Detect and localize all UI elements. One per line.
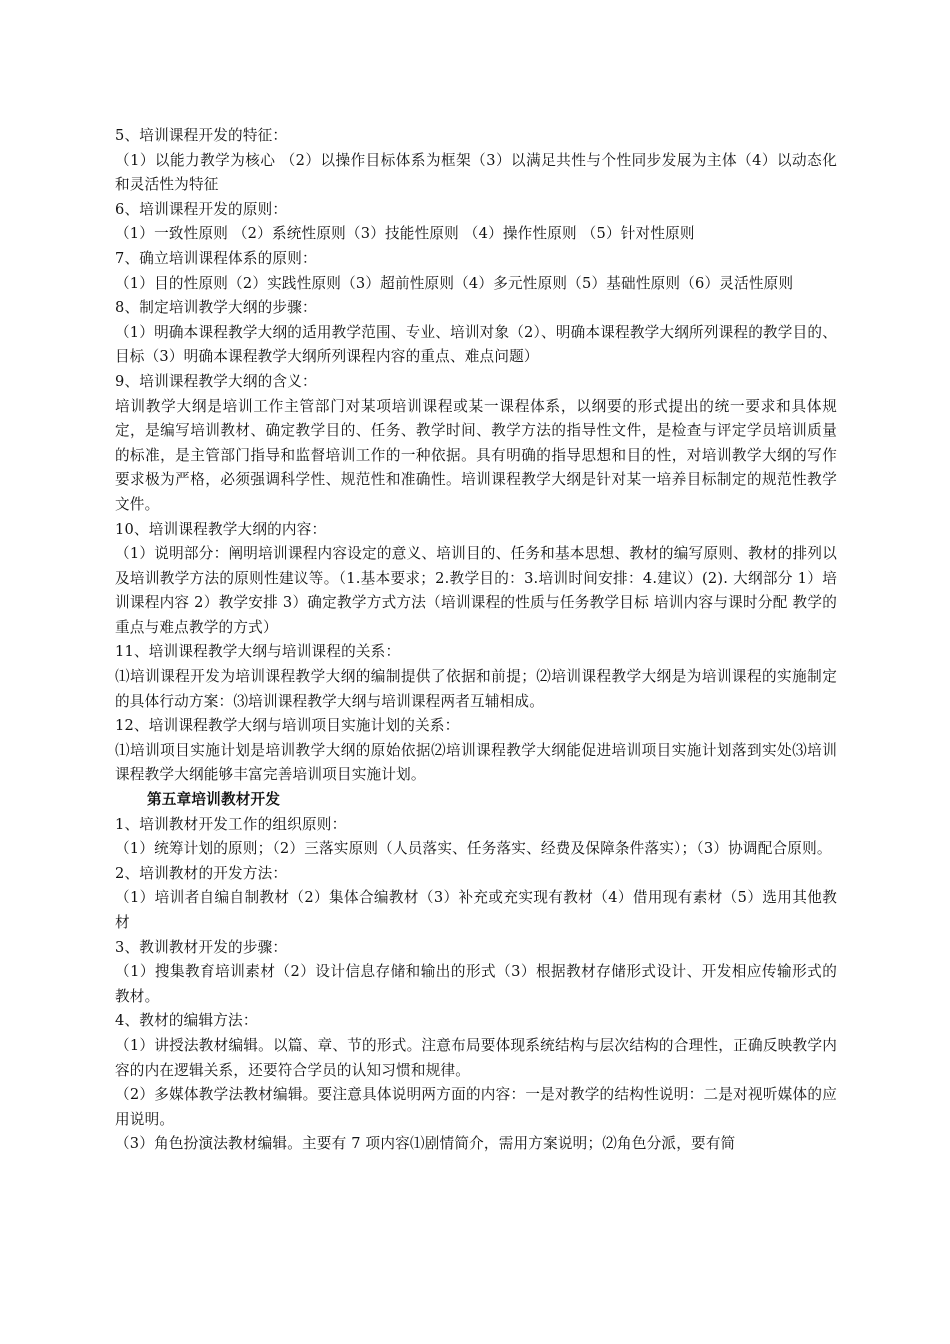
section-heading: 9、培训课程教学大纲的含义： — [115, 372, 317, 390]
paragraph: （1）目的性原则（2）实践性原则（3）超前性原则（4）多元性原则（5）基础性原则（6）灵活性原则 — [115, 274, 794, 292]
paragraph: ⑴培训课程开发为培训课程教学大纲的编制提供了依据和前提；⑵培训课程教学大纲是为培训课程的实施制定的具体行动方案：⑶培训课程教学大纲与培训课程两者互辅相成。 — [115, 668, 837, 710]
paragraph: （1）以能力教学为核心 （2）以操作目标体系为框架（3）以满足共性与个性同步发展为主体（4）以动态化和灵活性为特征 — [115, 151, 837, 194]
chapter-title: 第五章培训教材开发 — [147, 791, 281, 809]
paragraph: （3）角色扮演法教材编辑。主要有 7 项内容⑴剧情简介，需用方案说明；⑵角色分派，要有简 — [115, 1135, 736, 1153]
paragraph: （1）培训者自编自制教材（2）集体合编教材（3）补充或充实现有教材（4）借用现有素材（5）选用其他教材 — [115, 889, 837, 931]
paragraph: 培训教学大纲是培训工作主管部门对某项培训课程或某一课程体系，以纲要的形式提出的统一要求和具体规定，是编写培训教材、确定教学目的、任务、教学时间、教学方法的指导性文件，是检查与评定学员培训质量的标准，是主管部门指导和监督培训工作的一种依据。具有明确的指导思想和目的性，对培训教学大纲的写作要求极为严格，必须强调科学性、规范性和准确性。培训课程教学大纲是针对某一培养目标制定的规范性教学文件。 — [115, 397, 837, 513]
section-heading: 7、确立培训课程体系的原则： — [115, 249, 317, 267]
section-heading: 3、教训教材开发的步骤： — [115, 938, 288, 956]
document-body — [115, 124, 837, 1157]
section-heading: 12、培训课程教学大纲与培训项目实施计划的关系： — [115, 717, 460, 735]
section-heading: 2、培训教材的开发方法： — [115, 864, 288, 882]
paragraph: （1）一致性原则 （2）系统性原则（3）技能性原则 （4）操作性原则 （5）针对性原则 — [115, 225, 695, 243]
paragraph: （2）多媒体教学法教材编辑。要注意具体说明两方面的内容：一是对教学的结构性说明：二是对视听媒体的应用说明。 — [115, 1086, 837, 1128]
paragraph: （1）说明部分：阐明培训课程内容设定的意义、培训目的、任务和基本思想、教材的编写原则、教材的排列以及培训教学方法的原则性建议等。（1.基本要求；2.教学目的：3.培训时间安排：4.建议）(2). 大纲部分 1）培训课程内容 2）教学安排 3）确定教学方式方法（培训课程的性质与任务教学目标 培训内容与课时分配 教学的重点与难点教学的方式） — [115, 545, 837, 636]
section-heading: 1、培训教材开发工作的组织原则： — [115, 815, 347, 833]
paragraph: （1）统筹计划的原则；（2）三落实原则（人员落实、任务落实、经费及保障条件落实）；（3）协调配合原则。 — [115, 840, 832, 858]
section-heading: 8、制定培训教学大纲的步骤： — [115, 299, 317, 317]
paragraph: （1）明确本课程教学大纲的适用教学范围、专业、培训对象（2）、明确本课程教学大纲所列课程的教学目的、目标（3）明确本课程教学大纲所列课程内容的重点、难点问题） — [115, 323, 837, 366]
paragraph: ⑴培训项目实施计划是培训教学大纲的原始依据⑵培训课程教学大纲能促进培训项目实施计划落到实处⑶培训课程教学大纲能够丰富完善培训项目实施计划。 — [115, 741, 837, 784]
paragraph: （1）搜集教育培训素材（2）设计信息存储和输出的形式（3）根据教材存储形式设计、开发相应传输形式的教材。 — [115, 963, 837, 1005]
section-heading: 10、培训课程教学大纲的内容： — [115, 520, 327, 538]
paragraph: （1）讲授法教材编辑。以篇、章、节的形式。注意布局要体现系统结构与层次结构的合理性，正确反映教学内容的内在逻辑关系，还要符合学员的认知习惯和规律。 — [115, 1036, 837, 1079]
section-heading: 5、培训课程开发的特征： — [115, 127, 288, 144]
section-heading: 6、培训课程开发的原则： — [115, 200, 288, 218]
section-heading: 11、培训课程教学大纲与培训课程的关系： — [115, 643, 401, 661]
section-heading: 4、教材的编辑方法： — [115, 1012, 258, 1030]
